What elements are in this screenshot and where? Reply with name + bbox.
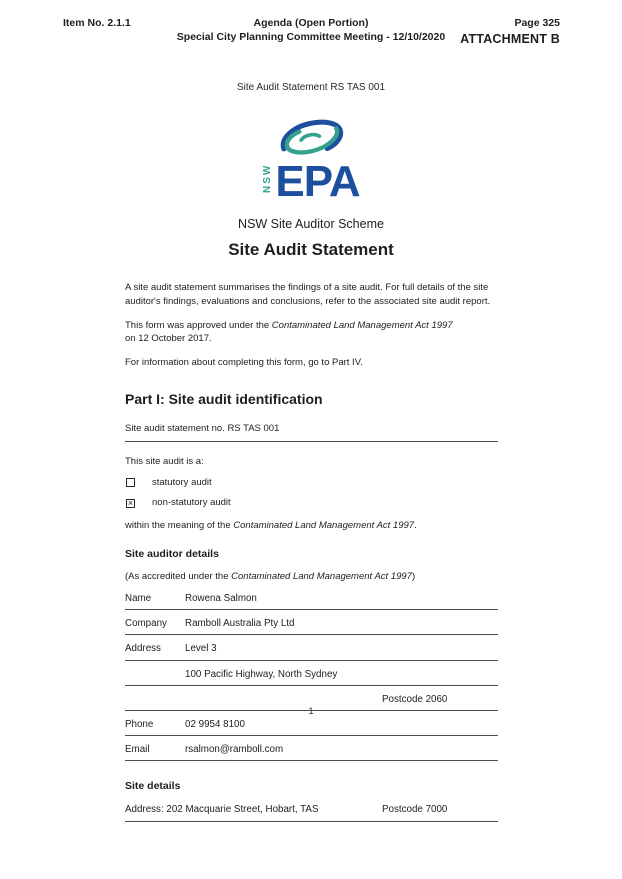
page-number-footer: 1 (308, 706, 314, 717)
option-non-statutory-audit (125, 496, 498, 510)
page-ref-block (460, 17, 560, 47)
part1-heading: Part I: Site audit identification (125, 390, 323, 407)
agenda-page-header (0, 16, 622, 56)
epa-wordmark (262, 156, 360, 206)
intro-paragraph: A site audit statement summarises the findings of a site audit. For full details of the site auditor's findings, evaluations and conclusions, refer to the associated site audit report. (125, 282, 491, 307)
field-row-postcode: Postcode 2060 (125, 692, 498, 711)
field-row-name: Name Rowena Salmon (125, 591, 498, 610)
checkbox-unchecked-icon (126, 478, 135, 487)
site-address: Address: 202 Macquarie Street, Hobart, TAS (125, 803, 319, 815)
item-number: Item No. 2.1.1 (63, 17, 131, 29)
statement-no-field: Site audit statement no. RS TAS 001 (125, 422, 498, 442)
document-ref: Site Audit Statement RS TAS 001 (236, 82, 386, 93)
checkbox-checked-icon: × (127, 497, 134, 508)
meaning-line: within the meaning of the Contaminated Land Management Act 1997. (125, 520, 417, 532)
site-postcode: Postcode 7000 (382, 803, 448, 815)
nsw-state-label: NSW (262, 163, 274, 193)
agenda-title: Agenda (Open Portion) (253, 17, 369, 29)
act-name: Contaminated Land Management Act 1997 (233, 520, 415, 532)
site-address-row (125, 803, 498, 822)
option-label: non-statutory audit (152, 497, 231, 509)
approval-paragraph: This form was approved under the Contaminated Land Management Act 1997 on 12 October 2017. (125, 319, 453, 345)
field-row-address-1: Address Level 3 (125, 641, 498, 660)
document-title: Site Audit Statement (228, 240, 394, 259)
epa-logo (0, 118, 622, 206)
site-details-heading: Site details (125, 780, 181, 793)
auditor-details-heading: Site auditor details (125, 547, 219, 560)
logo-swirl-icon (275, 118, 347, 158)
field-row-address-2: 100 Pacific Highway, North Sydney (125, 667, 498, 686)
field-row-company: Company Ramboll Australia Pty Ltd (125, 616, 498, 635)
option-label: statutory audit (152, 476, 212, 488)
meeting-title: Special City Planning Committee Meeting - 12/10/2020 (176, 31, 446, 44)
form-content (125, 281, 498, 822)
epa-agency-label: EPA (275, 156, 360, 206)
info-paragraph: For information about completing this form, go to Part IV. (125, 357, 363, 369)
scheme-name: NSW Site Auditor Scheme (238, 217, 384, 231)
audit-type-label: This site audit is a: (125, 455, 204, 467)
act-name: Contaminated Land Management Act 1997 (231, 571, 412, 583)
field-row-phone: Phone 02 9954 8100 (125, 717, 498, 736)
attachment-label: ATTACHMENT B (460, 31, 560, 46)
page-number-header: Page 325 (514, 17, 560, 29)
act-name: Contaminated Land Management Act 1997 (271, 319, 453, 331)
accreditation-note: (As accredited under the Contaminated Land Management Act 1997) (125, 571, 416, 583)
option-statutory-audit (125, 476, 498, 490)
field-row-email: Email rsalmon@ramboll.com (125, 742, 498, 761)
